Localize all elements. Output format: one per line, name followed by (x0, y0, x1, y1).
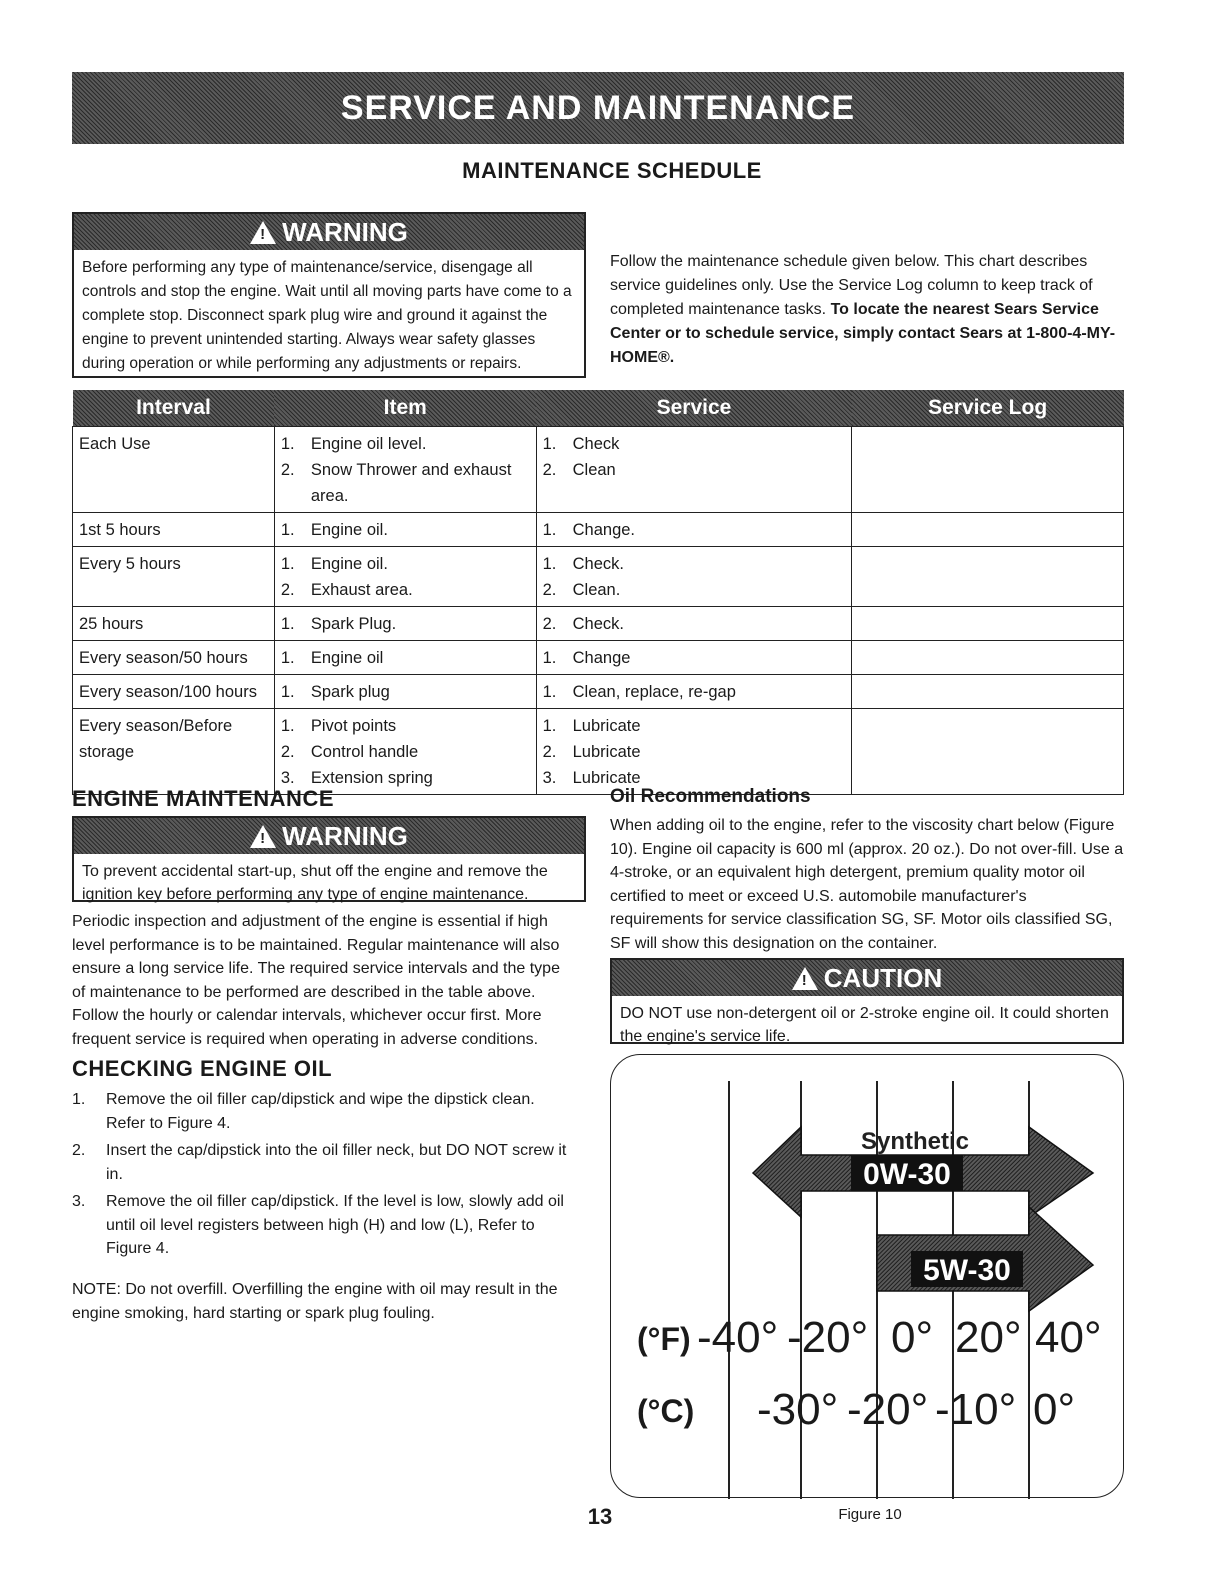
list-item: 1. Change (542, 649, 631, 667)
fahrenheit-tick: 40° (1035, 1313, 1102, 1362)
service-log-cell[interactable] (852, 641, 1124, 675)
caution-header (612, 960, 1122, 996)
warning-header (74, 214, 584, 250)
list-item: 1. Pivot points (280, 717, 397, 735)
service-log-cell[interactable] (852, 547, 1124, 607)
overfill-note: NOTE: Do not overfill. Overfilling the engine with oil may result in the engine smoking, hard starting or spark plug fouling. (72, 1281, 558, 1322)
service-cell (536, 641, 852, 675)
list-item: 1. Change. (542, 521, 636, 539)
service-cell (536, 513, 852, 547)
warning-box (72, 212, 586, 378)
checking-engine-oil-title: CHECKING ENGINE OIL (72, 1056, 333, 1081)
list-item: 1. Remove the oil filler cap/dipstick and wipe the dipstick clean. Refer to Figure 4. (72, 1091, 535, 1132)
fahrenheit-tick: -20° (787, 1313, 869, 1362)
list-item: 2. Exhaust area. (280, 581, 413, 599)
list-item: 2. Check. (542, 615, 624, 633)
list-item: 2. Clean. (542, 581, 621, 599)
maintenance-table (72, 390, 1124, 795)
schedule-intro (610, 250, 1122, 370)
intro-text: Follow the maintenance schedule given below. This chart describes service guidelines only. Use the Service Log column to keep track of completed maintenance tasks. (610, 253, 1093, 318)
service-log-cell[interactable] (852, 709, 1124, 795)
item-cell (274, 607, 536, 641)
interval-cell: Every 5 hours (73, 547, 275, 607)
engine-maintenance-body: Periodic inspection and adjustment of the engine is essential if high level performance is to be maintained. Regular maintenance will also ensure a long service life. The required service intervals and the type of maintenance to be performed are described in the table above. Follow the hourly or calendar intervals, whichever occur first. More frequent service is required when operating in adverse conditions. (72, 913, 560, 1048)
table-row (73, 513, 1124, 547)
list-item: 1. Spark Plug. (280, 615, 397, 633)
service-cell (536, 547, 852, 607)
table-row (73, 641, 1124, 675)
list-item: 1. Lubricate (542, 717, 641, 735)
list-item: 1. Engine oil. (280, 555, 388, 573)
service-log-cell[interactable] (852, 607, 1124, 641)
fahrenheit-row (637, 1313, 1117, 1373)
viscosity-chart (610, 1054, 1124, 1498)
interval-cell: Every season/50 hours (73, 641, 275, 675)
fahrenheit-tick: 0° (891, 1313, 934, 1362)
item-cell (274, 709, 536, 795)
list-item: 2. Lubricate (542, 743, 641, 761)
celsius-tick: 0° (1033, 1385, 1076, 1434)
service-log-cell[interactable] (852, 427, 1124, 513)
interval-cell: 25 hours (73, 607, 275, 641)
celsius-label: (°C) (637, 1393, 695, 1429)
celsius-tick: -20° (847, 1385, 929, 1434)
item-cell (274, 641, 536, 675)
table-header-row (73, 390, 1124, 427)
caution-label: CAUTION (823, 962, 943, 993)
col-header-interval: Interval (136, 396, 211, 419)
table-row (73, 709, 1124, 795)
maintenance-schedule-title: MAINTENANCE SCHEDULE (462, 158, 762, 183)
figure-caption: Figure 10 (838, 1506, 902, 1523)
item-cell (274, 513, 536, 547)
table-row (73, 547, 1124, 607)
service-log-cell[interactable] (852, 675, 1124, 709)
intro-contact-text: To locate the nearest Sears Service Center or to schedule service, simply contact Sears at 1-800-4-MY-HOME®. (610, 301, 1116, 366)
list-item: 1. Engine oil. (280, 521, 388, 539)
table-row (73, 607, 1124, 641)
fahrenheit-tick: 20° (955, 1313, 1022, 1362)
list-item: 2. Snow Thrower and exhaust area. (280, 461, 512, 505)
service-cell (536, 607, 852, 641)
item-cell (274, 675, 536, 709)
caution-text: DO NOT use non-detergent oil or 2-stroke engine oil. It could shorten the engine's service life. (620, 1005, 1109, 1045)
warning-label: WARNING (282, 216, 408, 247)
celsius-tick: -30° (757, 1385, 839, 1434)
checking-oil-steps (72, 1088, 577, 1261)
warning-icon: ! (250, 825, 276, 848)
list-item: 1. Engine oil level. (280, 435, 427, 453)
list-item: 2. Clean (542, 461, 616, 479)
engine-warning-header (74, 818, 584, 854)
engine-warning-box (72, 816, 586, 902)
engine-warning-text: To prevent accidental start-up, shut off the engine and remove the ignition key before performing any type of engine maintenance. (82, 863, 548, 903)
page-number: 13 (587, 1504, 613, 1529)
service-cell (536, 675, 852, 709)
list-item: 1. Engine oil (280, 649, 384, 667)
col-header-service-log: Service Log (928, 396, 1048, 419)
oil-recommendations-body: When adding oil to the engine, refer to the viscosity chart below (Figure 10). Engine oil capacity is 600 ml (approx. 20 oz.). Do not over-fill. Use a 4-stroke, or an equivalent high detergent, premium quality motor oil certified to meet or exceed U.S. automobile manufacturer's requirements for service classification SG, SF. Motor oils classified SG, SF will show this designation on the container. (610, 817, 1124, 952)
warning-icon: ! (250, 221, 276, 244)
list-item: 3. Remove the oil filler cap/dipstick. If the level is low, slowly add oil until oil level registers between high (H) and low (L), Refer to Figure 4. (72, 1193, 564, 1257)
col-header-service: Service (656, 396, 732, 419)
oil-recommendations-title: Oil Recommendations (610, 786, 811, 807)
list-item: 1. Spark plug (280, 683, 390, 701)
col-header-item: Item (383, 396, 427, 419)
celsius-tick: -10° (935, 1385, 1017, 1434)
section-banner: SERVICE AND MAINTENANCE (72, 72, 1124, 144)
list-item: 3. Lubricate (542, 769, 641, 787)
interval-cell: 1st 5 hours (73, 513, 275, 547)
caution-icon: ! (792, 967, 818, 990)
fahrenheit-tick: -40° (697, 1313, 779, 1362)
interval-cell: Each Use (73, 427, 275, 513)
warning-label: WARNING (282, 820, 408, 851)
list-item: 1. Check (542, 435, 620, 453)
interval-cell: Every season/Before storage (73, 709, 275, 795)
list-item: 1. Check. (542, 555, 624, 573)
synthetic-label: Synthetic (860, 1128, 970, 1155)
list-item: 1. Clean, replace, re-gap (542, 683, 736, 701)
fahrenheit-label: (°F) (637, 1321, 691, 1357)
service-cell (536, 427, 852, 513)
list-item: 2. Control handle (280, 743, 419, 761)
engine-maintenance-title: ENGINE MAINTENANCE (72, 786, 335, 811)
service-log-cell[interactable] (852, 513, 1124, 547)
interval-cell: Every season/100 hours (73, 675, 275, 709)
list-item: 3. Extension spring (280, 769, 433, 787)
item-cell (274, 427, 536, 513)
warning-text: Before performing any type of maintenance/service, disengage all controls and stop the engine. Wait until all moving parts have come to a complete stop. Disconnect spark plug wire and ground it against the engine to prevent unintended starting. Always wear safety glasses during operation or while performing any adjustments or repairs. (82, 259, 572, 372)
caution-box (610, 958, 1124, 1044)
celsius-row (637, 1385, 1117, 1445)
list-item: 2. Insert the cap/dipstick into the oil filler neck, but DO NOT screw it in. (72, 1142, 567, 1183)
service-cell (536, 709, 852, 795)
oil-0w30-label: 0W-30 (863, 1158, 951, 1191)
table-row (73, 427, 1124, 513)
item-cell (274, 547, 536, 607)
table-row (73, 675, 1124, 709)
oil-5w30-label: 5W-30 (923, 1254, 1011, 1287)
